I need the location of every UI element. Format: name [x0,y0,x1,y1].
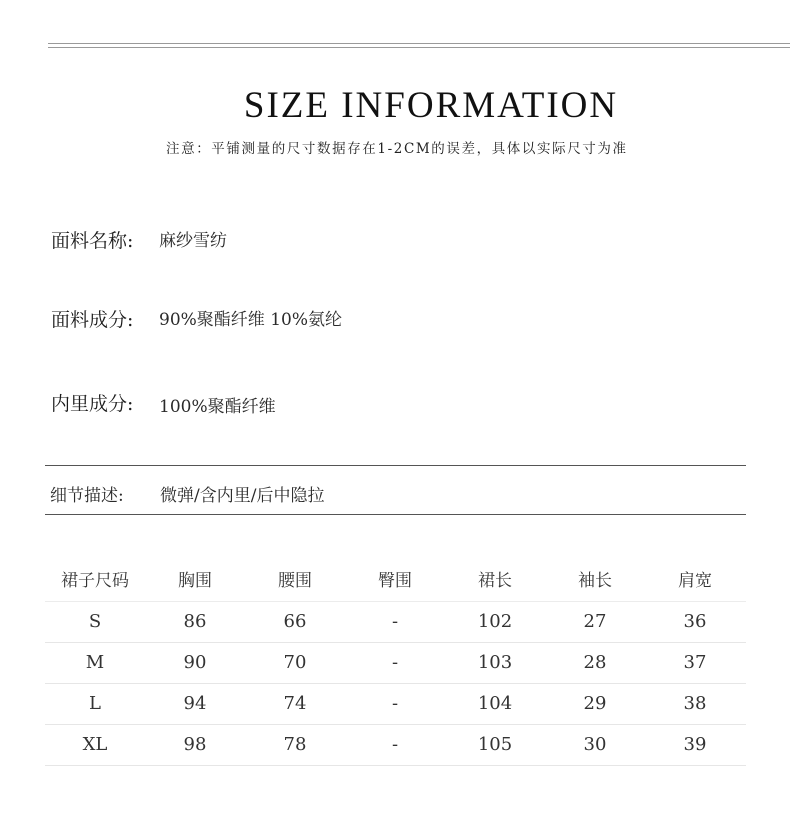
table-cell: 38 [683,693,707,714]
table-cell: M [85,652,105,673]
table-cell: 104 [477,693,513,714]
table-cell: 103 [477,652,513,673]
table-row [45,684,746,725]
table-cell: 29 [583,693,607,714]
lining-composition-value: 100%聚酯纤维 [159,397,276,417]
details-label: 细节描述: [50,486,124,506]
fabric-composition-value: 90%聚酯纤维 10%氨纶 [159,310,342,330]
table-row [45,643,746,684]
size-table-header [45,561,746,602]
table-cell: 39 [683,734,707,755]
table-cell: S [88,611,102,632]
table-cell: 86 [183,611,207,632]
fabric-composition-label: 面料成分: [51,309,134,331]
header-skirt-length: 裙长 [478,571,512,591]
fabric-name-label: 面料名称: [51,230,134,252]
table-cell: 74 [283,693,307,714]
header-hip: 臀围 [378,571,412,591]
table-cell: - [391,693,399,714]
fabric-name-row [51,226,227,253]
table-cell: 70 [283,652,307,673]
header-shoulder-width: 肩宽 [678,571,712,591]
fabric-composition-row [51,305,342,332]
table-row [45,725,746,766]
lining-composition-row [51,389,276,417]
table-cell: 30 [583,734,607,755]
table-cell: - [391,734,399,755]
table-cell: 78 [283,734,307,755]
details-value: 微弹/含内里/后中隐拉 [160,486,325,506]
table-cell: 105 [477,734,513,755]
table-cell: 28 [583,652,607,673]
header-waist: 腰围 [278,571,312,591]
table-cell: - [391,652,399,673]
size-table [45,561,746,766]
table-cell: 37 [683,652,707,673]
top-divider [48,43,790,44]
table-row [45,602,746,643]
fabric-name-value: 麻纱雪纺 [159,231,227,251]
page-title: SIZE INFORMATION [243,85,619,126]
lining-composition-label: 内里成分: [51,393,134,415]
details-top-divider [45,465,746,466]
table-cell: 66 [283,611,307,632]
table-cell: 102 [477,611,513,632]
table-cell: 27 [583,611,607,632]
table-cell: 36 [683,611,707,632]
table-cell: XL [82,734,108,755]
table-cell: L [89,693,101,714]
table-cell: 98 [183,734,207,755]
table-cell: 94 [183,693,207,714]
header-bust: 胸围 [178,571,212,591]
table-cell: - [391,611,399,632]
header-sleeve-length: 袖长 [578,571,612,591]
table-cell: 90 [183,652,207,673]
measurement-notice: 注意：平铺测量的尺寸数据存在1-2CM的误差，具体以实际尺寸为准 [166,141,628,157]
top-divider [48,47,790,48]
details-bottom-divider [45,514,746,515]
header-size: 裙子尺码 [61,571,129,591]
